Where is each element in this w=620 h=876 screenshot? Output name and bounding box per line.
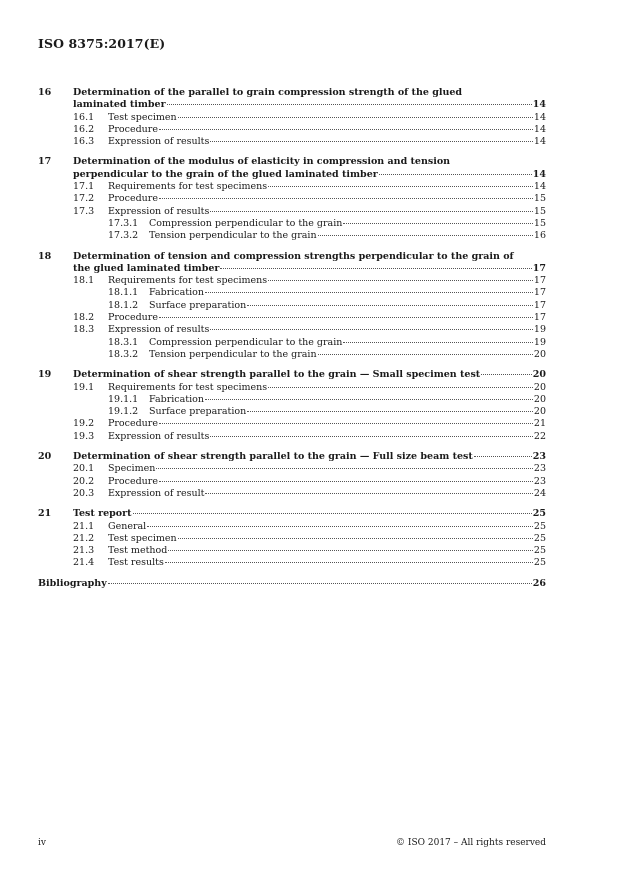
- toc-entry-title: Test specimen: [108, 532, 177, 544]
- copyright-notice: © ISO 2017 – All rights reserved: [396, 838, 546, 848]
- toc-entry-number: 19.3: [73, 430, 95, 442]
- dot-leader: [205, 493, 532, 494]
- toc-entry-number: 16: [38, 87, 52, 98]
- toc-entry[interactable]: [38, 87, 546, 99]
- toc-entry-page: 25: [533, 532, 546, 544]
- toc-entry-number: 21.2: [73, 532, 95, 544]
- toc-entry-number: 19.2: [73, 418, 95, 430]
- dot-leader: [268, 280, 533, 281]
- toc-entry-page: 23: [532, 451, 546, 463]
- toc-entry-title: Surface preparation: [149, 406, 247, 418]
- toc-entry-title: Expression of results: [108, 136, 210, 148]
- dot-leader: [165, 562, 533, 563]
- toc-entry[interactable]: [38, 406, 546, 418]
- toc-entry-number: 20.3: [73, 487, 95, 499]
- toc-entry-number: 21.1: [73, 520, 95, 532]
- toc-entry-page: 25: [533, 520, 546, 532]
- toc-entry-title: Determination of the parallel to grain compression strength of the glued: [73, 87, 463, 98]
- toc-entry-page: 23: [533, 475, 546, 487]
- dot-leader: [481, 374, 532, 375]
- toc-entry-title: Tension perpendicular to the grain: [149, 348, 317, 360]
- toc-entry[interactable]: [38, 275, 546, 287]
- toc-entry[interactable]: [38, 431, 546, 443]
- toc-entry[interactable]: [38, 476, 546, 488]
- toc-entry[interactable]: [38, 508, 546, 520]
- toc-entry-number: 18.3: [73, 324, 95, 336]
- toc-entry-page: 20: [532, 369, 546, 381]
- toc-entry-page: 17: [533, 312, 546, 324]
- toc-entry-title: Tension perpendicular to the grain: [149, 230, 317, 242]
- toc-entry-number: 17.3: [73, 205, 95, 217]
- toc-entry-title: Procedure: [108, 312, 158, 324]
- toc-entry[interactable]: [38, 230, 546, 242]
- toc-entry-continuation[interactable]: [38, 99, 546, 111]
- toc-entry[interactable]: [38, 300, 546, 312]
- toc-entry-number: 18.2: [73, 312, 95, 324]
- toc-entry[interactable]: [38, 557, 546, 569]
- toc-entry-number: 17.3.1: [108, 217, 139, 229]
- dot-leader: [159, 317, 533, 318]
- dot-leader: [159, 198, 533, 199]
- toc-entry-continuation[interactable]: [38, 263, 546, 275]
- toc-entry-page: 25: [533, 557, 546, 569]
- dot-leader: [178, 117, 533, 118]
- toc-entry-page: 17: [533, 299, 546, 311]
- toc-entry-title: perpendicular to the grain of the glued laminated timber: [73, 168, 378, 180]
- toc-entry[interactable]: [38, 251, 546, 263]
- dot-leader: [268, 387, 533, 388]
- toc-entry-title: Compression perpendicular to the grain: [149, 336, 343, 348]
- dot-leader: [379, 174, 532, 175]
- toc-entry-number: 19.1.1: [108, 393, 139, 405]
- toc-entry-title: laminated timber: [73, 99, 166, 111]
- toc-entry-number: 20: [38, 451, 52, 463]
- toc-entry-title: Requirements for test specimens: [108, 381, 268, 393]
- toc-entry-page: 17: [532, 262, 546, 274]
- toc-entry[interactable]: [38, 578, 546, 590]
- toc-entry-title: Test results: [108, 557, 164, 569]
- toc-entry-page: 14: [533, 136, 546, 148]
- toc-section-16: [38, 87, 546, 148]
- toc-entry-title: Requirements for test specimens: [108, 181, 268, 193]
- toc-section-18: [38, 251, 546, 362]
- dot-leader: [210, 329, 533, 330]
- toc-entry-title: Expression of results: [108, 205, 210, 217]
- toc-entry[interactable]: [38, 337, 546, 349]
- dot-leader: [156, 468, 533, 469]
- toc-entry-page: 17: [533, 275, 546, 287]
- dot-leader: [318, 354, 533, 355]
- toc-entry[interactable]: [38, 193, 546, 205]
- toc-entry[interactable]: [38, 382, 546, 394]
- toc-entry-page: 15: [533, 205, 546, 217]
- toc-entry-page: 17: [533, 287, 546, 299]
- toc-entry-title: Test report: [73, 508, 132, 520]
- toc-entry[interactable]: [38, 312, 546, 324]
- toc-entry-page: 23: [533, 463, 546, 475]
- toc-entry-title: Fabrication: [149, 287, 204, 299]
- toc-entry-number: 18.3.2: [108, 348, 139, 360]
- document-header: ISO 8375:2017(E): [38, 36, 166, 51]
- dot-leader: [168, 550, 533, 551]
- dot-leader: [159, 129, 533, 130]
- toc-entry[interactable]: [38, 463, 546, 475]
- toc-entry[interactable]: [38, 418, 546, 430]
- toc-entry[interactable]: [38, 287, 546, 299]
- dot-leader: [268, 186, 533, 187]
- toc-entry-number: 21: [38, 508, 52, 520]
- toc-entry-page: 20: [533, 406, 546, 418]
- toc-entry[interactable]: [38, 451, 546, 463]
- dot-leader: [108, 583, 532, 584]
- toc-entry[interactable]: [38, 369, 546, 381]
- toc-entry-page: 26: [532, 577, 546, 589]
- toc-entry-number: 18.1.1: [108, 287, 139, 299]
- toc-entry-page: 20: [533, 381, 546, 393]
- toc-entry[interactable]: [38, 545, 546, 557]
- dot-leader: [247, 305, 533, 306]
- toc-entry[interactable]: [38, 521, 546, 533]
- toc-entry-number: 21.3: [73, 545, 95, 557]
- toc-entry[interactable]: [38, 394, 546, 406]
- toc-entry-number: 17.3.2: [108, 230, 139, 242]
- toc-entry-number: 19: [38, 369, 52, 381]
- toc-entry-title: Procedure: [108, 123, 158, 135]
- dot-leader: [220, 268, 531, 269]
- toc-entry[interactable]: [38, 136, 546, 148]
- toc-entry-title: Determination of tension and compression strengths perpendicular to the grain of: [73, 250, 514, 262]
- toc-entry-page: 16: [533, 230, 546, 242]
- toc-entry[interactable]: [38, 533, 546, 545]
- toc-section-19: [38, 369, 546, 443]
- toc-section-20: [38, 451, 546, 500]
- toc-entry-number: 17.1: [73, 181, 95, 193]
- toc-entry-title: Bibliography: [38, 577, 107, 589]
- toc-entry-title: Procedure: [108, 418, 158, 430]
- toc-entry-title: Specimen: [108, 463, 156, 475]
- toc-entry-page: 20: [533, 393, 546, 405]
- toc-entry-number: 18.1: [73, 275, 95, 287]
- toc-entry-page: 20: [533, 348, 546, 360]
- toc-entry-title: Determination of the modulus of elasticity in compression and tension: [73, 156, 451, 168]
- toc-entry-title: Procedure: [108, 193, 158, 205]
- toc-entry-title: the glued laminated timber: [73, 262, 220, 274]
- toc-entry-number: 18.3.1: [108, 336, 139, 348]
- toc-entry-page: 19: [533, 336, 546, 348]
- toc-section-17: [38, 156, 546, 242]
- toc-entry[interactable]: [38, 349, 546, 361]
- toc-entry-number: 16.1: [73, 111, 95, 123]
- toc-entry-continuation[interactable]: [38, 169, 546, 181]
- toc-entry[interactable]: [38, 156, 546, 168]
- toc-entry-number: 21.4: [73, 557, 95, 569]
- toc-entry[interactable]: [38, 206, 546, 218]
- dot-leader: [133, 513, 532, 514]
- toc-entry-number: 16.3: [73, 136, 95, 148]
- toc-entry-title: Determination of shear strength parallel to the grain — Small specimen test: [73, 369, 481, 381]
- toc-entry-page: 15: [533, 217, 546, 229]
- table-of-contents: [38, 87, 546, 590]
- toc-entry-page: 15: [533, 193, 546, 205]
- toc-entry-title: General: [108, 520, 147, 532]
- dot-leader: [210, 141, 533, 142]
- dot-leader: [167, 104, 532, 105]
- toc-entry-title: Expression of results: [108, 324, 210, 336]
- dot-leader: [205, 292, 533, 293]
- dot-leader: [247, 411, 533, 412]
- toc-entry-page: 22: [533, 430, 546, 442]
- toc-entry-title: Procedure: [108, 475, 158, 487]
- dot-leader: [159, 423, 533, 424]
- toc-entry-title: Expression of result: [108, 487, 205, 499]
- toc-entry-page: 14: [532, 99, 546, 111]
- toc-entry-number: 19.1: [73, 381, 95, 393]
- toc-entry[interactable]: [38, 124, 546, 136]
- dot-leader: [205, 399, 533, 400]
- toc-entry-title: Requirements for test specimens: [108, 275, 268, 287]
- toc-section-bibliography: [38, 578, 546, 590]
- toc-entry-number: 16.2: [73, 123, 95, 135]
- dot-leader: [210, 436, 533, 437]
- toc-entry-page: 25: [532, 508, 546, 520]
- toc-entry-number: 17: [38, 156, 52, 168]
- dot-leader: [318, 235, 533, 236]
- toc-entry[interactable]: [38, 324, 546, 336]
- toc-entry[interactable]: [38, 488, 546, 500]
- toc-entry-number: 20.2: [73, 475, 95, 487]
- toc-entry-page: 19: [533, 324, 546, 336]
- dot-leader: [343, 342, 533, 343]
- toc-entry-page: 14: [533, 123, 546, 135]
- dot-leader: [147, 526, 533, 527]
- toc-entry-title: Expression of results: [108, 430, 210, 442]
- toc-entry-number: 20.1: [73, 463, 95, 475]
- toc-entry[interactable]: [38, 181, 546, 193]
- toc-entry-title: Test specimen: [108, 111, 177, 123]
- toc-entry[interactable]: [38, 218, 546, 230]
- toc-section-21: [38, 508, 546, 569]
- toc-entry-page: 14: [532, 168, 546, 180]
- toc-entry[interactable]: [38, 112, 546, 124]
- toc-entry-number: 18: [38, 250, 52, 262]
- toc-entry-page: 25: [533, 545, 546, 557]
- toc-entry-number: 19.1.2: [108, 406, 139, 418]
- page-number: iv: [38, 838, 46, 848]
- dot-leader: [178, 538, 533, 539]
- dot-leader: [343, 223, 533, 224]
- dot-leader: [159, 481, 533, 482]
- toc-entry-page: 14: [533, 181, 546, 193]
- toc-entry-title: Determination of shear strength parallel to the grain — Full size beam test: [73, 451, 473, 463]
- toc-entry-page: 24: [533, 487, 546, 499]
- toc-entry-number: 17.2: [73, 193, 95, 205]
- toc-entry-title: Surface preparation: [149, 299, 247, 311]
- toc-entry-page: 14: [533, 111, 546, 123]
- toc-entry-page: 21: [533, 418, 546, 430]
- toc-entry-title: Test method: [108, 545, 168, 557]
- toc-entry-title: Fabrication: [149, 393, 204, 405]
- dot-leader: [474, 456, 532, 457]
- toc-entry-number: 18.1.2: [108, 299, 139, 311]
- toc-entry-title: Compression perpendicular to the grain: [149, 217, 343, 229]
- dot-leader: [210, 211, 533, 212]
